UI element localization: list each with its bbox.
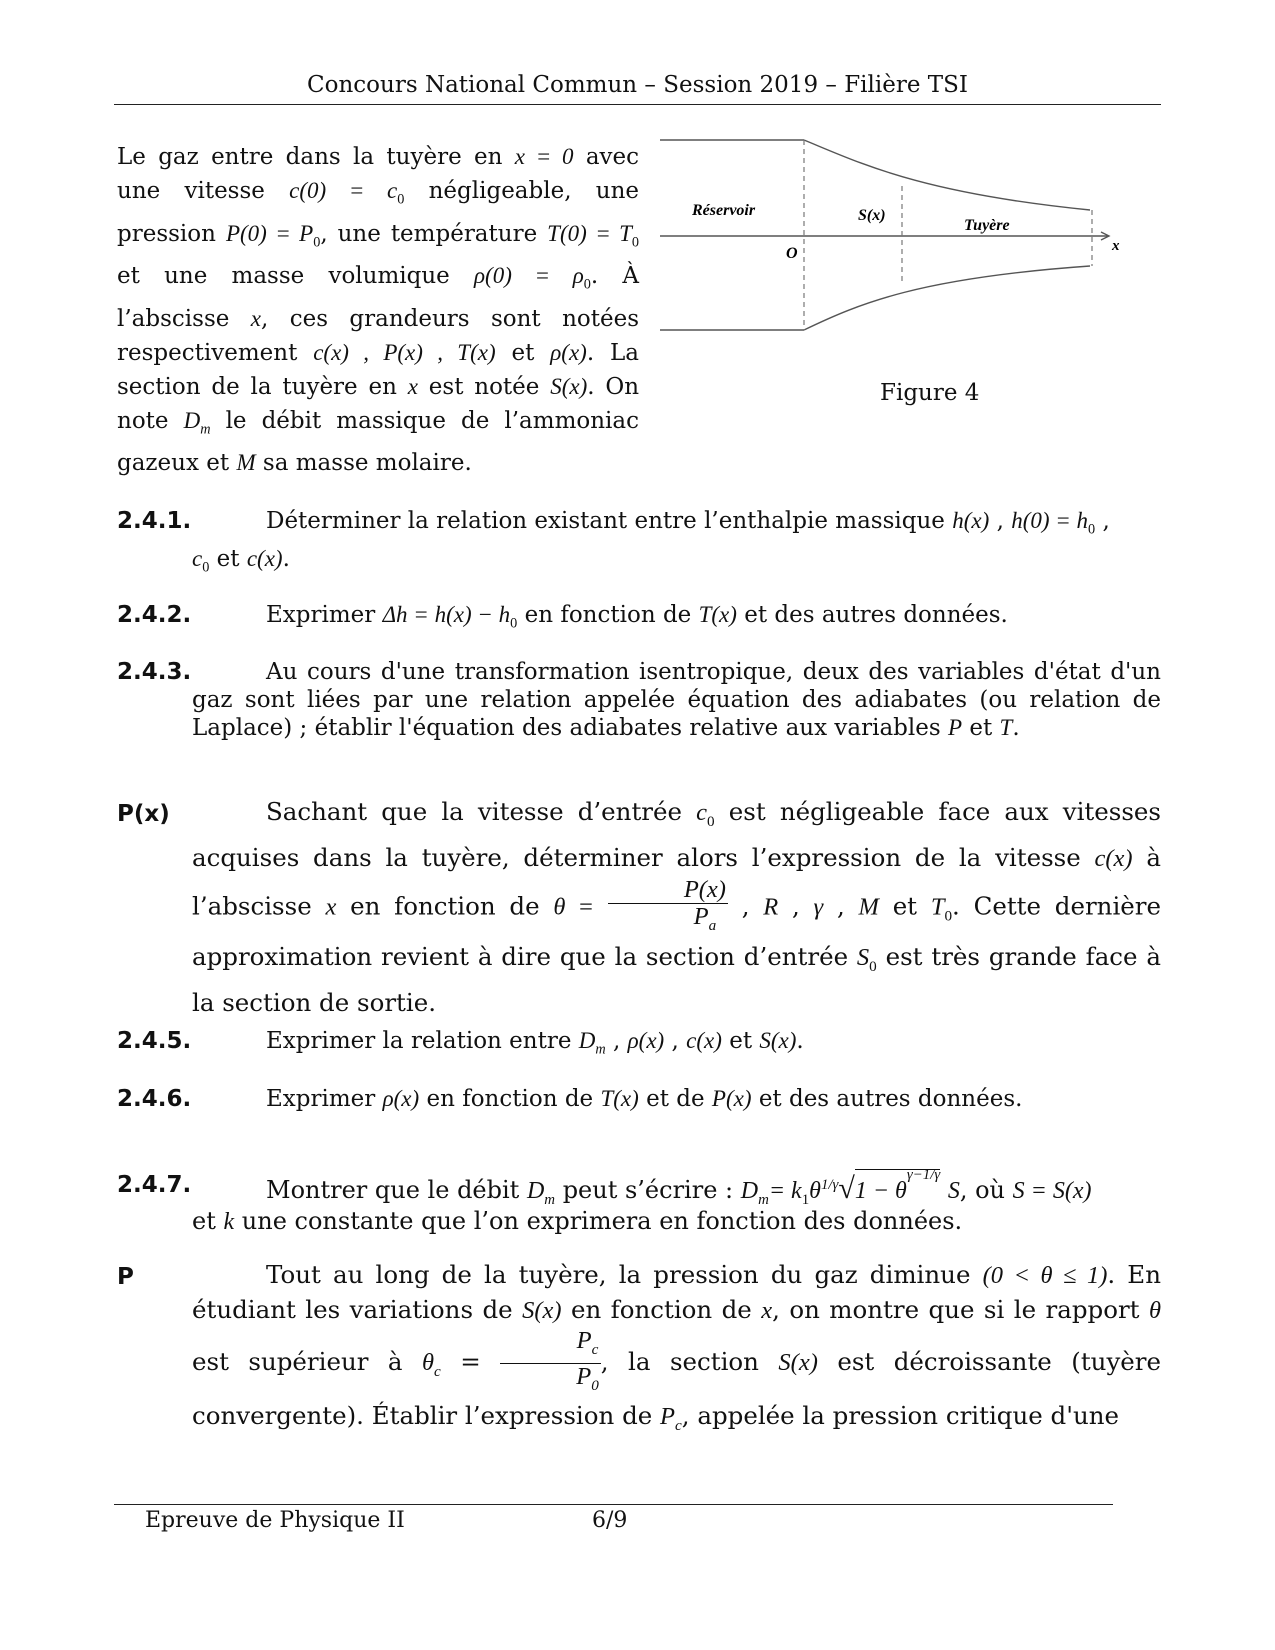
label-section: S(x) <box>858 207 886 224</box>
header-rule <box>114 104 1161 105</box>
nozzle-top-wall <box>804 140 1090 210</box>
question-2-4-4: P(x) Sachant que la vitesse d’entrée $c_0$ est négligeable face aux vitesses acquises dans la tuyère, déterminer alors l’expression de la vitesse c(x) à l’abscisse x en fonction de θ = $\frac{P(x)}{P_a}$ , R , γ , M et $T_0$. Cette dernière approximation revient à dire que la section d’entrée $S_0$ est très grande face à la section de sortie. <box>117 797 1161 1017</box>
intro-paragraph: Le gaz entre dans la tuyère en x = 0 avec une vitesse $c(0) = c_0$ négligeable, une pression $P(0) = P_0$, une température $T(0) = T_0$ et une masse volumique $\rho(0) = \rho_0$. À l’abscisse x, ces grandeurs sont notées respectivement c(x) , P(x) , T(x) et ρ(x). La section de la tuyère en x est notée S(x). On note $D_m$ le débit massique de l’ammoniac gazeux et M sa masse molaire. <box>117 144 640 477</box>
question-number: 2.4.7. <box>117 1172 192 1198</box>
question-2-4-5: 2.4.5. Exprimer la relation entre $D_m$ , ρ(x) , c(x) et S(x). <box>117 1028 804 1058</box>
footer-title: Epreuve de Physique II <box>145 1508 405 1533</box>
nozzle-bottom-wall <box>804 266 1090 330</box>
flow-rate-equation: $D_m= k_1\theta^{1/\gamma}√1 - \theta^{\gamma-1/\gamma}$ S <box>740 1167 960 1208</box>
theta-c-fraction: $\frac{P_c}{P_0}$ <box>500 1328 601 1399</box>
label-tuyere: Tuyère <box>964 217 1010 234</box>
theta-fraction: $\frac{P(x)}{P_a}$ <box>608 877 728 939</box>
question-number: 2.4.5. <box>117 1028 192 1054</box>
question-2-4-2: 2.4.2. Exprimer $\Delta h = h(x) - h_0$ en fonction de T(x) et des autres données. <box>117 602 1008 632</box>
question-2-4-8: P Tout au long de la tuyère, la pression du gaz diminue (0 < θ ≤ 1). En étudiant les variations de S(x) en fonction de x, on montre que si le rapport θ est supérieur à $\theta_c$ = $\frac{P_c}{P_0}$ , la section S(x) est décroissante (tuyère convergente). Établir l’expression de $P_c$, appelée la pression critique d'une <box>117 1260 1161 1434</box>
question-2-4-1: 2.4.1. Déterminer la relation existant entre l’enthalpie massique h(x) , $h(0) = h_0$ , $c_0$ et c(x). <box>117 508 1110 576</box>
question-number: 2.4.1. <box>117 508 192 534</box>
question-number: 2.4.6. <box>117 1086 192 1112</box>
question-2-4-3: 2.4.3. Au cours d'une transformation isentropique, deux des variables d'état d'un gaz sont liées par une relation appelée équation des adiabates (ou relation de Laplace) ; établir l'équation des adiabates relative aux variables P et T. <box>117 659 1161 741</box>
figure-caption: Figure 4 <box>880 380 980 406</box>
label-origin: O <box>786 245 798 262</box>
label-reservoir: Réservoir <box>692 202 756 219</box>
question-2-4-7: 2.4.7. Montrer que le débit $D_m$ peut s’écrire : $D_m= k_1\theta^{1/\gamma}√1 - \theta^{\gamma-1/\gamma}$ S, où S = S(x) et k une constante que l’on exprimera en fonction des données. <box>117 1167 1092 1235</box>
question-number: 2.4.3. <box>117 659 192 685</box>
question-number: P <box>117 1264 134 1290</box>
question-number: P(x) <box>117 801 170 827</box>
footer-rule <box>114 1504 1113 1505</box>
question-2-4-6: 2.4.6. Exprimer ρ(x) en fonction de T(x) et de P(x) et des autres données. <box>117 1086 1023 1112</box>
page-header: Concours National Commun – Session 2019 – Filière TSI <box>307 72 968 98</box>
nozzle-figure <box>660 138 1160 358</box>
label-axis: x <box>1112 238 1120 254</box>
page-number: 6/9 <box>592 1508 628 1533</box>
question-number: 2.4.2. <box>117 602 192 628</box>
